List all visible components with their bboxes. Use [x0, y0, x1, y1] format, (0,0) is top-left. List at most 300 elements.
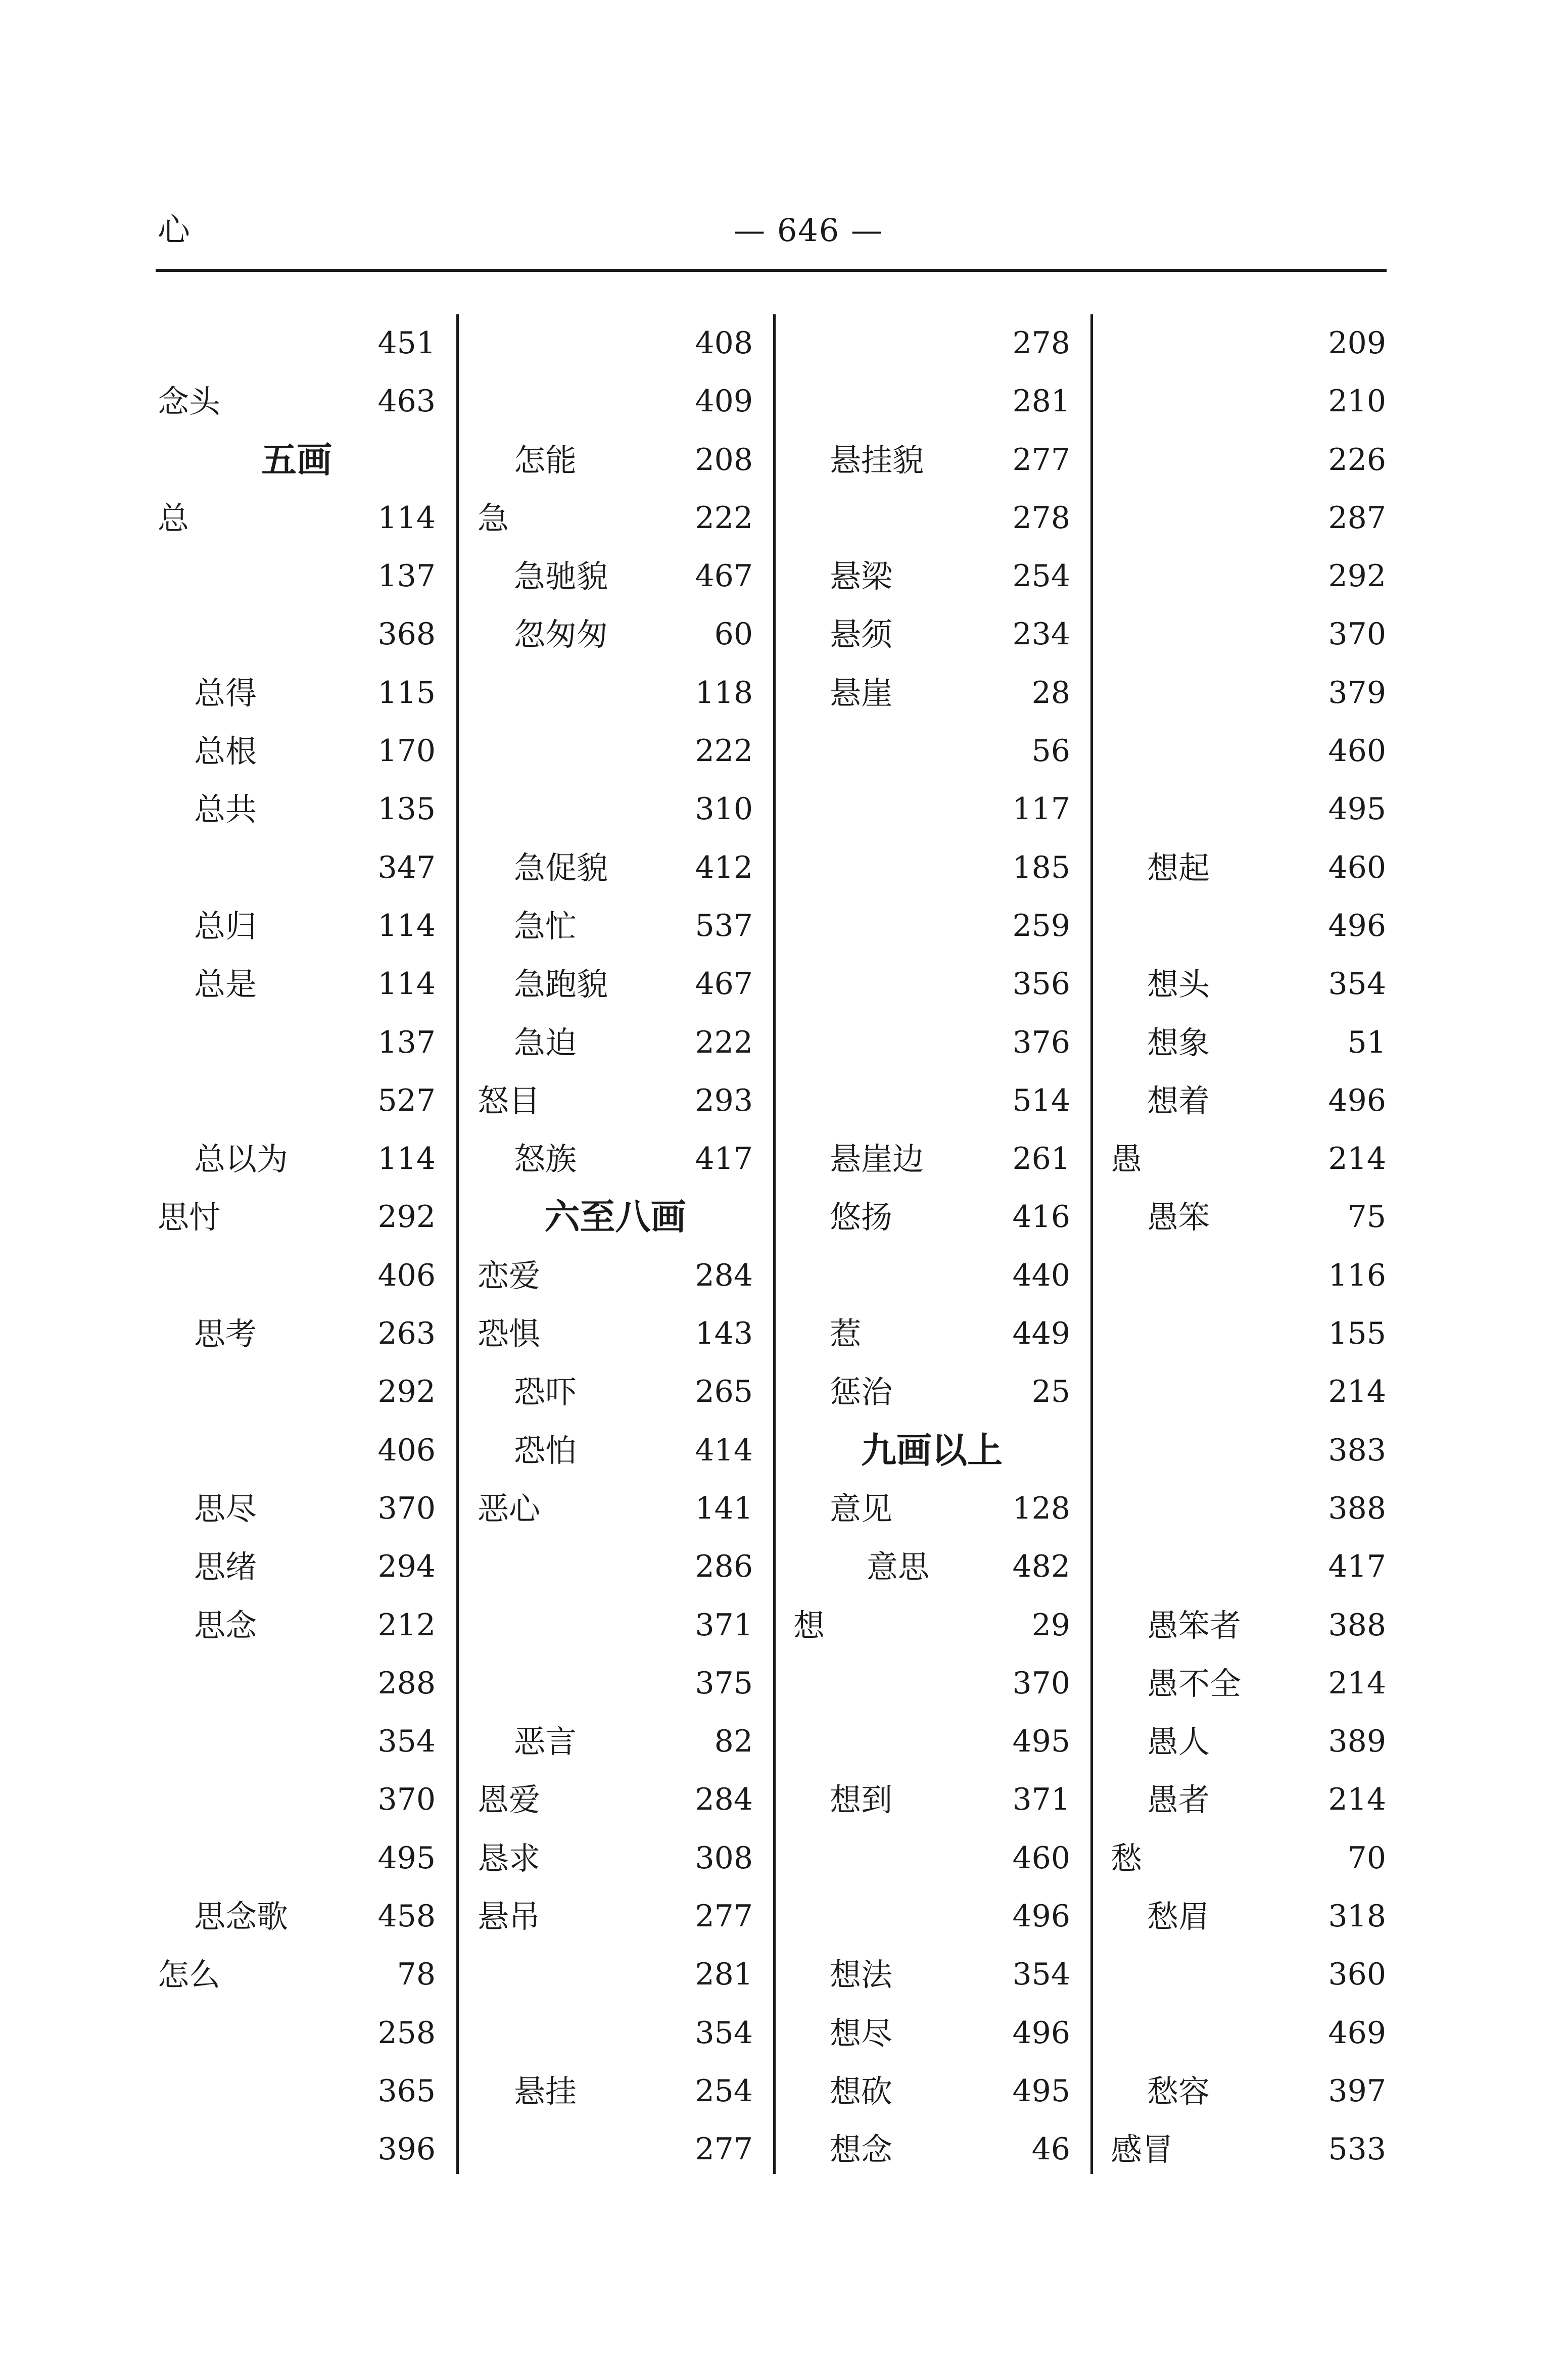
index-entry	[478, 431, 753, 489]
entry-page-ref: 356	[1012, 966, 1070, 1002]
index-entry	[793, 1771, 1070, 1829]
index-entry	[793, 1946, 1070, 2004]
index-entry	[1111, 547, 1386, 605]
index-entry	[793, 1130, 1070, 1188]
index-entry	[158, 1538, 436, 1596]
stroke-group-heading	[478, 1188, 753, 1246]
entry-page-ref: 388	[1328, 1607, 1386, 1643]
entry-page-ref: 495	[377, 1840, 436, 1876]
entry-term: 思绪	[194, 1548, 257, 1586]
index-entry	[1111, 1480, 1386, 1538]
entry-page-ref: 308	[695, 1840, 753, 1876]
entry-term: 悬挂	[514, 2072, 577, 2110]
index-entry	[1111, 1887, 1386, 1946]
entry-page-ref: 259	[1012, 908, 1070, 943]
index-entry	[793, 547, 1070, 605]
entry-page-ref: 137	[377, 558, 436, 594]
index-entry	[478, 1596, 753, 1654]
index-entry	[1111, 1363, 1386, 1421]
entry-page-ref: 226	[1328, 442, 1386, 478]
index-entry	[158, 489, 436, 547]
entry-page-ref: 514	[1012, 1082, 1070, 1118]
index-entry	[478, 605, 753, 664]
index-entry	[478, 1713, 753, 1771]
entry-term: 思念	[194, 1606, 257, 1644]
entry-term: 恩爱	[478, 1781, 541, 1819]
index-entry	[478, 1305, 753, 1363]
index-entry	[793, 372, 1070, 431]
entry-page-ref: 408	[695, 325, 753, 361]
entry-term: 悬梁	[830, 558, 893, 595]
index-entry	[478, 489, 753, 547]
index-entry	[793, 1363, 1070, 1421]
entry-page-ref: 135	[377, 791, 436, 827]
entry-page-ref: 128	[1012, 1490, 1070, 1526]
entry-page-ref: 449	[1012, 1316, 1070, 1352]
page-number: — 646 —	[734, 212, 883, 249]
index-entry	[793, 839, 1070, 897]
index-entry	[793, 489, 1070, 547]
entry-page-ref: 288	[377, 1665, 436, 1701]
entry-term: 思考	[194, 1315, 257, 1353]
index-entry	[1111, 1946, 1386, 2004]
entry-term: 悬挂貌	[830, 441, 924, 479]
entry-page-ref: 460	[1328, 849, 1386, 885]
entry-term: 思念歌	[194, 1898, 289, 1935]
index-entry	[793, 955, 1070, 1013]
index-entry	[793, 2062, 1070, 2120]
index-entry	[478, 1363, 753, 1421]
entry-term: 总	[158, 499, 189, 537]
stroke-group-heading	[793, 1422, 1070, 1480]
entry-page-ref: 209	[1328, 325, 1386, 361]
entry-page-ref: 460	[1012, 1840, 1070, 1876]
index-entry	[158, 605, 436, 664]
entry-page-ref: 414	[695, 1432, 753, 1468]
entry-term: 念头	[158, 383, 221, 420]
entry-page-ref: 379	[1328, 675, 1386, 711]
index-entry	[158, 722, 436, 780]
index-entry	[478, 314, 753, 372]
entry-term: 想尽	[830, 2014, 893, 2052]
index-entry	[478, 1771, 753, 1829]
index-entry	[158, 1654, 436, 1713]
entry-term: 愚	[1111, 1141, 1143, 1178]
index-entry	[1111, 1188, 1386, 1246]
entry-page-ref: 318	[1328, 1899, 1386, 1934]
entry-page-ref: 114	[377, 1141, 436, 1177]
entry-page-ref: 210	[1328, 384, 1386, 419]
index-entry	[793, 1072, 1070, 1130]
entry-page-ref: 214	[1328, 1141, 1386, 1177]
entry-page-ref: 28	[1031, 675, 1070, 711]
index-entry	[478, 2062, 753, 2120]
entry-page-ref: 396	[377, 2132, 436, 2167]
entry-term: 愁眉	[1147, 1898, 1210, 1935]
entry-page-ref: 60	[714, 617, 753, 652]
index-entry	[1111, 489, 1386, 547]
index-entry	[1111, 1014, 1386, 1072]
section-radical: 心	[158, 212, 190, 249]
entry-page-ref: 277	[1012, 442, 1070, 478]
entry-page-ref: 278	[1012, 325, 1070, 361]
entry-page-ref: 263	[377, 1316, 436, 1352]
entry-page-ref: 370	[377, 1490, 436, 1526]
index-entry	[158, 1305, 436, 1363]
entry-term: 意思	[867, 1548, 930, 1586]
index-entry	[793, 2004, 1070, 2062]
index-entry	[478, 1829, 753, 1887]
index-entry	[793, 1480, 1070, 1538]
entry-page-ref: 254	[695, 2073, 753, 2109]
index-entry	[478, 1072, 753, 1130]
entry-page-ref: 70	[1347, 1840, 1386, 1876]
entry-page-ref: 222	[695, 1024, 753, 1060]
entry-page-ref: 29	[1031, 1607, 1070, 1643]
index-entry	[478, 547, 753, 605]
entry-page-ref: 469	[1328, 2015, 1386, 2051]
entry-page-ref: 114	[377, 500, 436, 536]
entry-term: 恶言	[514, 1723, 577, 1761]
index-entry	[793, 1654, 1070, 1713]
entry-page-ref: 371	[695, 1607, 753, 1643]
entry-page-ref: 496	[1012, 1899, 1070, 1934]
index-entry	[1111, 1771, 1386, 1829]
index-entry	[478, 2120, 753, 2179]
index-entry	[158, 547, 436, 605]
entry-term: 悬吊	[478, 1898, 541, 1935]
entry-term: 思忖	[158, 1199, 221, 1236]
entry-page-ref: 463	[377, 384, 436, 419]
index-entry	[1111, 1654, 1386, 1713]
entry-page-ref: 185	[1012, 849, 1070, 885]
index-entry	[158, 2062, 436, 2120]
entry-page-ref: 294	[377, 1549, 436, 1585]
index-entry	[158, 1014, 436, 1072]
entry-page-ref: 365	[377, 2073, 436, 2109]
entry-page-ref: 281	[695, 1957, 753, 1993]
index-entry	[1111, 1596, 1386, 1654]
entry-term: 恋爱	[478, 1257, 541, 1294]
heading-text: 六至八画	[544, 1196, 686, 1238]
index-entry	[158, 2120, 436, 2179]
entry-term: 急促貌	[514, 849, 608, 886]
entry-page-ref: 417	[1328, 1549, 1386, 1585]
index-entry	[478, 372, 753, 431]
entry-page-ref: 527	[377, 1082, 436, 1118]
entry-term: 怒族	[514, 1141, 577, 1178]
entry-page-ref: 451	[377, 325, 436, 361]
column-divider	[456, 314, 459, 2174]
index-entry	[158, 664, 436, 722]
entry-term: 急驰貌	[514, 558, 608, 595]
index-entry	[1111, 605, 1386, 664]
entry-page-ref: 281	[1012, 384, 1070, 419]
entry-page-ref: 258	[377, 2015, 436, 2051]
index-entry	[1111, 1829, 1386, 1887]
entry-page-ref: 383	[1328, 1432, 1386, 1468]
entry-page-ref: 170	[377, 733, 436, 769]
index-entry	[478, 1422, 753, 1480]
entry-page-ref: 137	[377, 1024, 436, 1060]
entry-page-ref: 370	[1012, 1665, 1070, 1701]
index-entry	[793, 1247, 1070, 1305]
index-entry	[158, 1130, 436, 1188]
entry-term: 感冒	[1111, 2131, 1174, 2168]
entry-page-ref: 397	[1328, 2073, 1386, 2109]
entry-page-ref: 533	[1328, 2132, 1386, 2167]
index-entry	[793, 605, 1070, 664]
index-entry	[1111, 664, 1386, 722]
column-divider	[773, 314, 776, 2174]
index-entry	[158, 1887, 436, 1946]
entry-page-ref: 117	[1012, 791, 1070, 827]
entry-page-ref: 354	[1012, 1957, 1070, 1993]
entry-page-ref: 114	[377, 908, 436, 943]
entry-page-ref: 143	[695, 1316, 753, 1352]
index-entry	[158, 1363, 436, 1421]
index-entry	[158, 2004, 436, 2062]
entry-page-ref: 347	[377, 849, 436, 885]
index-entry	[158, 314, 436, 372]
entry-page-ref: 537	[695, 908, 753, 943]
entry-page-ref: 368	[377, 617, 436, 652]
index-column-1	[158, 314, 436, 2179]
entry-term: 意见	[830, 1490, 893, 1527]
entry-page-ref: 212	[377, 1607, 436, 1643]
entry-page-ref: 496	[1012, 2015, 1070, 2051]
index-column-4	[1111, 314, 1386, 2179]
index-entry	[793, 897, 1070, 955]
entry-page-ref: 118	[695, 675, 753, 711]
entry-term: 恳求	[478, 1839, 541, 1877]
index-entry	[1111, 839, 1386, 897]
entry-page-ref: 460	[1328, 733, 1386, 769]
entry-page-ref: 360	[1328, 1957, 1386, 1993]
entry-term: 急	[478, 499, 509, 537]
entry-page-ref: 286	[695, 1549, 753, 1585]
entry-page-ref: 370	[377, 1782, 436, 1818]
entry-term: 思尽	[194, 1490, 257, 1527]
entry-page-ref: 114	[377, 966, 436, 1002]
index-entry	[1111, 1072, 1386, 1130]
entry-page-ref: 495	[1012, 1724, 1070, 1760]
entry-term: 悬须	[830, 616, 893, 653]
index-entry	[478, 1887, 753, 1946]
entry-page-ref: 82	[714, 1724, 753, 1760]
index-entry	[1111, 2062, 1386, 2120]
index-entry	[478, 1014, 753, 1072]
entry-page-ref: 354	[377, 1724, 436, 1760]
entry-page-ref: 292	[377, 1199, 436, 1235]
index-entry	[793, 1188, 1070, 1246]
index-entry	[1111, 1305, 1386, 1363]
entry-term: 愚人	[1147, 1723, 1210, 1761]
entry-term: 恐吓	[514, 1374, 577, 1411]
entry-page-ref: 46	[1031, 2132, 1070, 2167]
entry-page-ref: 75	[1347, 1199, 1386, 1235]
entry-term: 总归	[194, 907, 257, 944]
entry-page-ref: 155	[1328, 1316, 1386, 1352]
index-entry	[478, 1480, 753, 1538]
index-entry	[1111, 955, 1386, 1013]
index-entry	[158, 839, 436, 897]
entry-term: 想起	[1147, 849, 1210, 886]
entry-term: 想到	[830, 1781, 893, 1819]
index-column-2	[478, 314, 753, 2179]
entry-term: 总根	[194, 733, 257, 770]
index-entry	[158, 1771, 436, 1829]
entry-term: 急跑貌	[514, 966, 608, 1003]
entry-page-ref: 284	[695, 1257, 753, 1293]
index-entry	[158, 1946, 436, 2004]
index-entry	[478, 2004, 753, 2062]
entry-page-ref: 214	[1328, 1665, 1386, 1701]
index-entry	[158, 1713, 436, 1771]
entry-page-ref: 214	[1328, 1782, 1386, 1818]
index-entry	[793, 1887, 1070, 1946]
entry-page-ref: 496	[1328, 1082, 1386, 1118]
entry-term: 愚者	[1147, 1781, 1210, 1819]
index-entry	[158, 372, 436, 431]
index-entry	[793, 1014, 1070, 1072]
entry-term: 想着	[1147, 1082, 1210, 1119]
entry-term: 想象	[1147, 1024, 1210, 1061]
index-entry	[793, 1596, 1070, 1654]
index-entry	[793, 1829, 1070, 1887]
index-entry	[158, 897, 436, 955]
index-entry	[793, 431, 1070, 489]
entry-term: 怎能	[514, 441, 577, 479]
entry-term: 想砍	[830, 2072, 893, 2110]
entry-page-ref: 370	[1328, 617, 1386, 652]
entry-page-ref: 409	[695, 384, 753, 419]
entry-page-ref: 412	[695, 849, 753, 885]
entry-term: 总得	[194, 674, 257, 712]
entry-term: 总共	[194, 791, 257, 828]
entry-page-ref: 376	[1012, 1024, 1070, 1060]
heading-text: 九画以上	[861, 1429, 1003, 1471]
index-entry	[158, 1422, 436, 1480]
entry-term: 愚不全	[1147, 1665, 1242, 1702]
heading-text: 五画	[261, 439, 332, 481]
entry-term: 急忙	[514, 907, 577, 944]
index-entry	[1111, 314, 1386, 372]
entry-page-ref: 292	[1328, 558, 1386, 594]
entry-page-ref: 278	[1012, 500, 1070, 536]
entry-term: 怒目	[478, 1082, 541, 1119]
entry-term: 愁容	[1147, 2072, 1210, 2110]
index-entry	[1111, 2120, 1386, 2179]
entry-term: 恐怕	[514, 1432, 577, 1469]
index-entry	[158, 1829, 436, 1887]
index-entry	[478, 1130, 753, 1188]
entry-term: 惹	[830, 1315, 862, 1353]
index-entry	[158, 780, 436, 838]
stroke-group-heading	[158, 431, 436, 489]
index-entry	[478, 1654, 753, 1713]
index-entry	[793, 722, 1070, 780]
index-entry	[1111, 431, 1386, 489]
entry-term: 悠扬	[830, 1199, 893, 1236]
entry-term: 想	[793, 1606, 825, 1644]
entry-page-ref: 467	[695, 558, 753, 594]
index-entry	[1111, 2004, 1386, 2062]
entry-page-ref: 222	[695, 733, 753, 769]
entry-page-ref: 496	[1328, 908, 1386, 943]
entry-page-ref: 406	[377, 1432, 436, 1468]
entry-term: 恶心	[478, 1490, 541, 1527]
index-entry	[1111, 780, 1386, 838]
entry-page-ref: 293	[695, 1082, 753, 1118]
index-entry	[1111, 1538, 1386, 1596]
index-entry	[478, 780, 753, 838]
index-entry	[793, 1713, 1070, 1771]
entry-page-ref: 141	[695, 1490, 753, 1526]
entry-term: 想头	[1147, 966, 1210, 1003]
index-entry	[793, 2120, 1070, 2179]
entry-page-ref: 277	[695, 2132, 753, 2167]
entry-page-ref: 440	[1012, 1257, 1070, 1293]
entry-term: 总是	[194, 966, 257, 1003]
index-entry	[478, 839, 753, 897]
entry-term: 想念	[830, 2131, 893, 2168]
index-entry	[793, 1538, 1070, 1596]
index-entry	[158, 1072, 436, 1130]
index-entry	[1111, 372, 1386, 431]
index-entry	[1111, 897, 1386, 955]
index-entry	[158, 1247, 436, 1305]
index-entry	[793, 314, 1070, 372]
index-entry	[793, 1305, 1070, 1363]
entry-page-ref: 78	[397, 1957, 436, 1993]
index-entry	[478, 722, 753, 780]
entry-page-ref: 495	[1328, 791, 1386, 827]
entry-page-ref: 354	[695, 2015, 753, 2051]
index-entry	[478, 664, 753, 722]
entry-page-ref: 375	[695, 1665, 753, 1701]
entry-page-ref: 51	[1347, 1024, 1386, 1060]
index-entry	[478, 1946, 753, 2004]
index-entry	[1111, 1247, 1386, 1305]
entry-term: 悬崖	[830, 674, 893, 712]
entry-term: 愚笨者	[1147, 1606, 1242, 1644]
entry-term: 悬崖边	[830, 1141, 924, 1178]
index-column-3	[793, 314, 1070, 2179]
index-entry	[158, 1596, 436, 1654]
entry-page-ref: 56	[1031, 733, 1070, 769]
index-entry	[478, 1538, 753, 1596]
entry-page-ref: 234	[1012, 617, 1070, 652]
entry-page-ref: 277	[695, 1899, 753, 1934]
entry-page-ref: 265	[695, 1374, 753, 1410]
index-entry	[1111, 1130, 1386, 1188]
index-entry	[478, 955, 753, 1013]
entry-page-ref: 310	[695, 791, 753, 827]
entry-page-ref: 115	[377, 675, 436, 711]
index-entry	[793, 780, 1070, 838]
index-entry	[478, 1247, 753, 1305]
index-entry	[158, 955, 436, 1013]
entry-page-ref: 482	[1012, 1549, 1070, 1585]
entry-term: 愁	[1111, 1839, 1143, 1877]
entry-term: 惩治	[830, 1374, 893, 1411]
entry-page-ref: 495	[1012, 2073, 1070, 2109]
entry-page-ref: 354	[1328, 966, 1386, 1002]
entry-page-ref: 254	[1012, 558, 1070, 594]
entry-page-ref: 208	[695, 442, 753, 478]
entry-page-ref: 389	[1328, 1724, 1386, 1760]
